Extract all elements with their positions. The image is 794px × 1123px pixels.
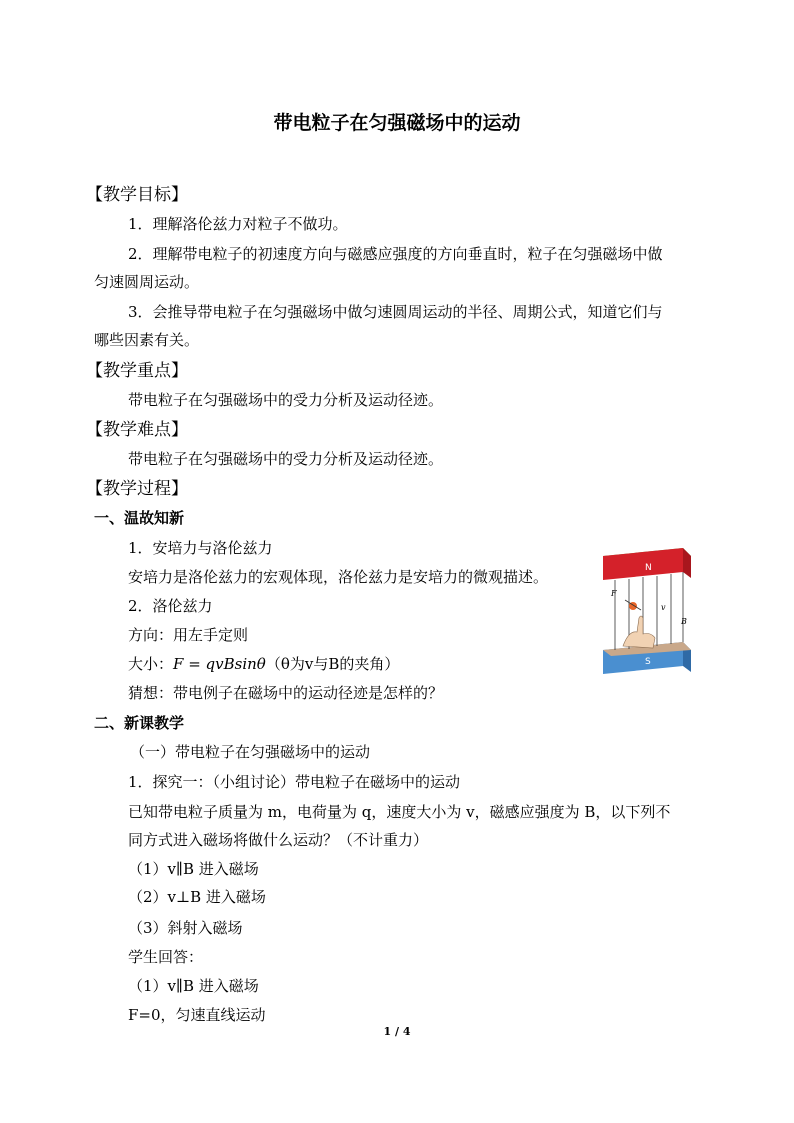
part1-heading: 一、温故知新 [94,509,185,527]
lorentz-formula: F = qvBsinθ [173,655,266,673]
section-process-heading: 【教学过程】 [86,479,188,499]
goal-1: 1．理解洛伦兹力对粒子不做功。 [128,215,348,233]
part2-heading: 二、新课教学 [94,714,185,732]
case-3: （3）斜射入磁场 [128,919,243,937]
section-key-heading: 【教学重点】 [86,361,188,381]
label-field: B [681,617,687,626]
part2-line-2: 1．探究一：（小组讨论）带电粒子在磁场中的运动 [128,773,461,791]
part1-line-1: 1．安培力与洛伦兹力 [128,539,273,557]
section-difficulty-heading: 【教学难点】 [86,420,188,440]
difficulty-text: 带电粒子在匀强磁场中的受力分析及运动径迹。 [128,450,444,468]
page-number: 1 / 4 [383,1025,411,1038]
part1-line-5 [128,653,399,674]
goal-3-line-1: 3．会推导带电粒子在匀强磁场中做匀速圆周运动的半径、周期公式，知道它们与 [128,303,663,321]
part2-line-3a: 已知带电粒子质量为 m，电荷量为 q，速度大小为 v，磁感应强度为 B，以下列不 [128,803,671,821]
left-hand-sketch [623,616,655,648]
page-title: 带电粒子在匀强磁场中的运动 [273,112,521,134]
goal-2-line-2: 匀速圆周运动。 [94,273,200,291]
student-answer-label: 学生回答： [128,948,204,966]
part1-line-4: 方向：用左手定则 [128,626,249,644]
magnetic-field-figure [595,546,691,684]
label-north: N [645,563,652,573]
part1-line-2: 安培力是洛伦兹力的宏观体现，洛伦兹力是安培力的微观描述。 [128,568,549,586]
part2-line-3b: 同方式进入磁场将做什么运动？（不计重力） [128,831,429,849]
label-velocity: v [661,603,666,612]
goal-3-line-2: 哪些因素有关。 [94,331,200,349]
section-goals-heading: 【教学目标】 [86,185,188,205]
key-text: 带电粒子在匀强磁场中的受力分析及运动径迹。 [128,391,444,409]
answer-1: （1）v∥B 进入磁场 [128,977,259,995]
formula-prefix: 大小： [128,655,174,673]
formula-note: （θ为v与B的夹角） [265,655,400,673]
case-1: （1）v∥B 进入磁场 [128,860,259,878]
part1-line-6: 猜想：带电例子在磁场中的运动径迹是怎样的？ [128,684,444,702]
part2-line-1: （一）带电粒子在匀强磁场中的运动 [130,743,371,761]
label-force: F [611,589,617,598]
goal-2-line-1: 2．理解带电粒子的初速度方向与磁感应强度的方向垂直时，粒子在匀强磁场中做 [128,245,663,263]
case-2: （2）v⊥B 进入磁场 [128,888,266,906]
answer-1-detail: F=0，匀速直线运动 [128,1006,266,1024]
part1-line-3: 2．洛伦兹力 [128,597,213,615]
label-south: S [645,657,651,667]
